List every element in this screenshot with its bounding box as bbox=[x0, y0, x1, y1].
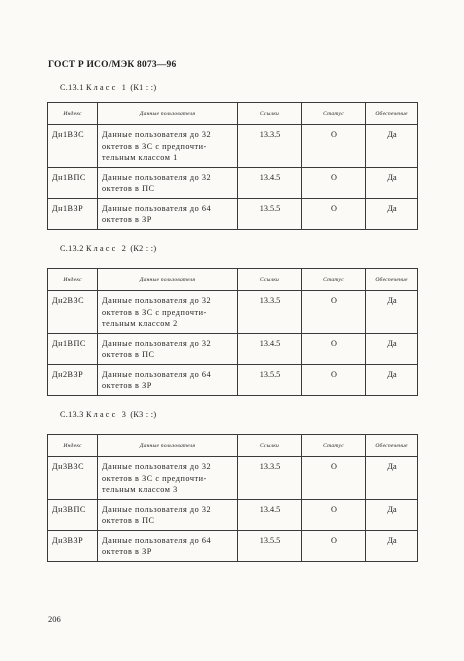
description-line: Данные пользователя до 32 bbox=[102, 296, 212, 305]
row-description bbox=[98, 291, 238, 334]
section-caption bbox=[60, 244, 156, 253]
row-status: О bbox=[302, 457, 366, 500]
table-row bbox=[48, 530, 418, 561]
description-line: октетов в ПС bbox=[102, 516, 155, 525]
column-header: Статус bbox=[302, 435, 366, 457]
row-support: Да bbox=[366, 499, 418, 530]
column-header: Ссылки bbox=[238, 103, 302, 125]
description-line: Данные пользователя до 32 bbox=[102, 338, 212, 348]
description-line: октетов в ЗС с предпочти- bbox=[102, 473, 207, 483]
column-header: Данные пользователя bbox=[98, 103, 238, 125]
column-header: Ссылки bbox=[238, 435, 302, 457]
row-index: Дн3ВЗС bbox=[48, 457, 98, 500]
description-line: октетов в ЗС с предпочти- bbox=[102, 141, 207, 151]
description-line: октетов в ЗР bbox=[102, 215, 152, 224]
caption-code: (К3 : :) bbox=[130, 410, 157, 419]
caption-cls: Класс 1 bbox=[86, 83, 128, 92]
row-status: О bbox=[302, 291, 366, 334]
table-row bbox=[48, 198, 418, 229]
row-index: Дн3ВПС bbox=[48, 499, 98, 530]
caption-cls: Класс 2 bbox=[86, 244, 128, 253]
column-header: Индекс bbox=[48, 435, 98, 457]
requirements-table bbox=[47, 102, 418, 230]
description-line: Данные пользователя до 32 bbox=[102, 172, 212, 182]
row-description bbox=[98, 167, 238, 198]
page-number: 206 bbox=[48, 614, 61, 624]
caption-code: (К2 : :) bbox=[130, 244, 157, 253]
table-row bbox=[48, 167, 418, 198]
description-line: тельным классом 2 bbox=[102, 319, 178, 328]
description-line: Данные пользователя до 64 bbox=[102, 535, 212, 545]
row-description bbox=[98, 499, 238, 530]
column-header: Данные пользователя bbox=[98, 269, 238, 291]
description-line: октетов в ПС bbox=[102, 350, 155, 359]
column-header: Обеспечение bbox=[366, 103, 418, 125]
row-reference: 13.3.5 bbox=[238, 457, 302, 500]
caption-num: С.13.1 bbox=[60, 83, 84, 92]
row-description bbox=[98, 530, 238, 561]
row-index: Дн3ВЗР bbox=[48, 530, 98, 561]
table-header-row bbox=[48, 435, 418, 457]
column-header: Обеспечение bbox=[366, 435, 418, 457]
description-line: Данные пользователя до 64 bbox=[102, 369, 212, 379]
row-support: Да bbox=[366, 291, 418, 334]
description-line: Данные пользователя до 32 bbox=[102, 462, 212, 471]
row-index: Дн1ВЗС bbox=[48, 125, 98, 168]
column-header: Индекс bbox=[48, 269, 98, 291]
row-description bbox=[98, 457, 238, 500]
row-index: Дн1ВПС bbox=[48, 167, 98, 198]
document-header: ГОСТ Р ИСО/МЭК 8073—96 bbox=[48, 60, 177, 70]
table-row bbox=[48, 333, 418, 364]
row-status: О bbox=[302, 125, 366, 168]
row-status: О bbox=[302, 333, 366, 364]
row-reference: 13.5.5 bbox=[238, 198, 302, 229]
row-index: Дн1ВЗР bbox=[48, 198, 98, 229]
column-header: Индекс bbox=[48, 103, 98, 125]
description-line: тельным классом 1 bbox=[102, 153, 178, 162]
caption-cls: Класс 3 bbox=[86, 410, 128, 419]
table-row bbox=[48, 364, 418, 395]
row-support: Да bbox=[366, 125, 418, 168]
section-caption bbox=[60, 410, 156, 419]
row-status: О bbox=[302, 499, 366, 530]
table-header-row bbox=[48, 103, 418, 125]
row-status: О bbox=[302, 198, 366, 229]
column-header: Статус bbox=[302, 103, 366, 125]
row-index: Дн2ВЗС bbox=[48, 291, 98, 334]
table-row bbox=[48, 125, 418, 168]
column-header: Ссылки bbox=[238, 269, 302, 291]
row-reference: 13.4.5 bbox=[238, 499, 302, 530]
column-header: Обеспечение bbox=[366, 269, 418, 291]
row-support: Да bbox=[366, 457, 418, 500]
requirements-table bbox=[47, 434, 418, 562]
caption-num: С.13.3 bbox=[60, 410, 84, 419]
description-line: тельным классом 3 bbox=[102, 485, 178, 494]
row-status: О bbox=[302, 364, 366, 395]
table-row bbox=[48, 499, 418, 530]
row-description bbox=[98, 364, 238, 395]
description-line: Данные пользователя до 64 bbox=[102, 203, 212, 213]
row-index: Дн2ВЗР bbox=[48, 364, 98, 395]
table-header-row bbox=[48, 269, 418, 291]
caption-num: С.13.2 bbox=[60, 244, 84, 253]
description-line: октетов в ЗР bbox=[102, 547, 152, 556]
row-reference: 13.4.5 bbox=[238, 167, 302, 198]
description-line: Данные пользователя до 32 bbox=[102, 504, 212, 514]
caption-code: (К1 : :) bbox=[130, 83, 157, 92]
row-description bbox=[98, 333, 238, 364]
description-line: октетов в ЗР bbox=[102, 381, 152, 390]
row-reference: 13.4.5 bbox=[238, 333, 302, 364]
row-description bbox=[98, 198, 238, 229]
row-reference: 13.3.5 bbox=[238, 291, 302, 334]
column-header: Статус bbox=[302, 269, 366, 291]
row-support: Да bbox=[366, 364, 418, 395]
row-support: Да bbox=[366, 530, 418, 561]
column-header: Данные пользователя bbox=[98, 435, 238, 457]
description-line: октетов в ЗС с предпочти- bbox=[102, 307, 207, 317]
table-row bbox=[48, 457, 418, 500]
description-line: Данные пользователя до 32 bbox=[102, 130, 212, 139]
requirements-table bbox=[47, 268, 418, 396]
row-support: Да bbox=[366, 198, 418, 229]
row-support: Да bbox=[366, 333, 418, 364]
table-row bbox=[48, 291, 418, 334]
row-status: О bbox=[302, 167, 366, 198]
row-status: О bbox=[302, 530, 366, 561]
row-reference: 13.5.5 bbox=[238, 364, 302, 395]
row-description bbox=[98, 125, 238, 168]
row-reference: 13.3.5 bbox=[238, 125, 302, 168]
row-index: Дн1ВПС bbox=[48, 333, 98, 364]
description-line: октетов в ПС bbox=[102, 184, 155, 193]
row-reference: 13.5.5 bbox=[238, 530, 302, 561]
section-caption bbox=[60, 83, 156, 92]
row-support: Да bbox=[366, 167, 418, 198]
